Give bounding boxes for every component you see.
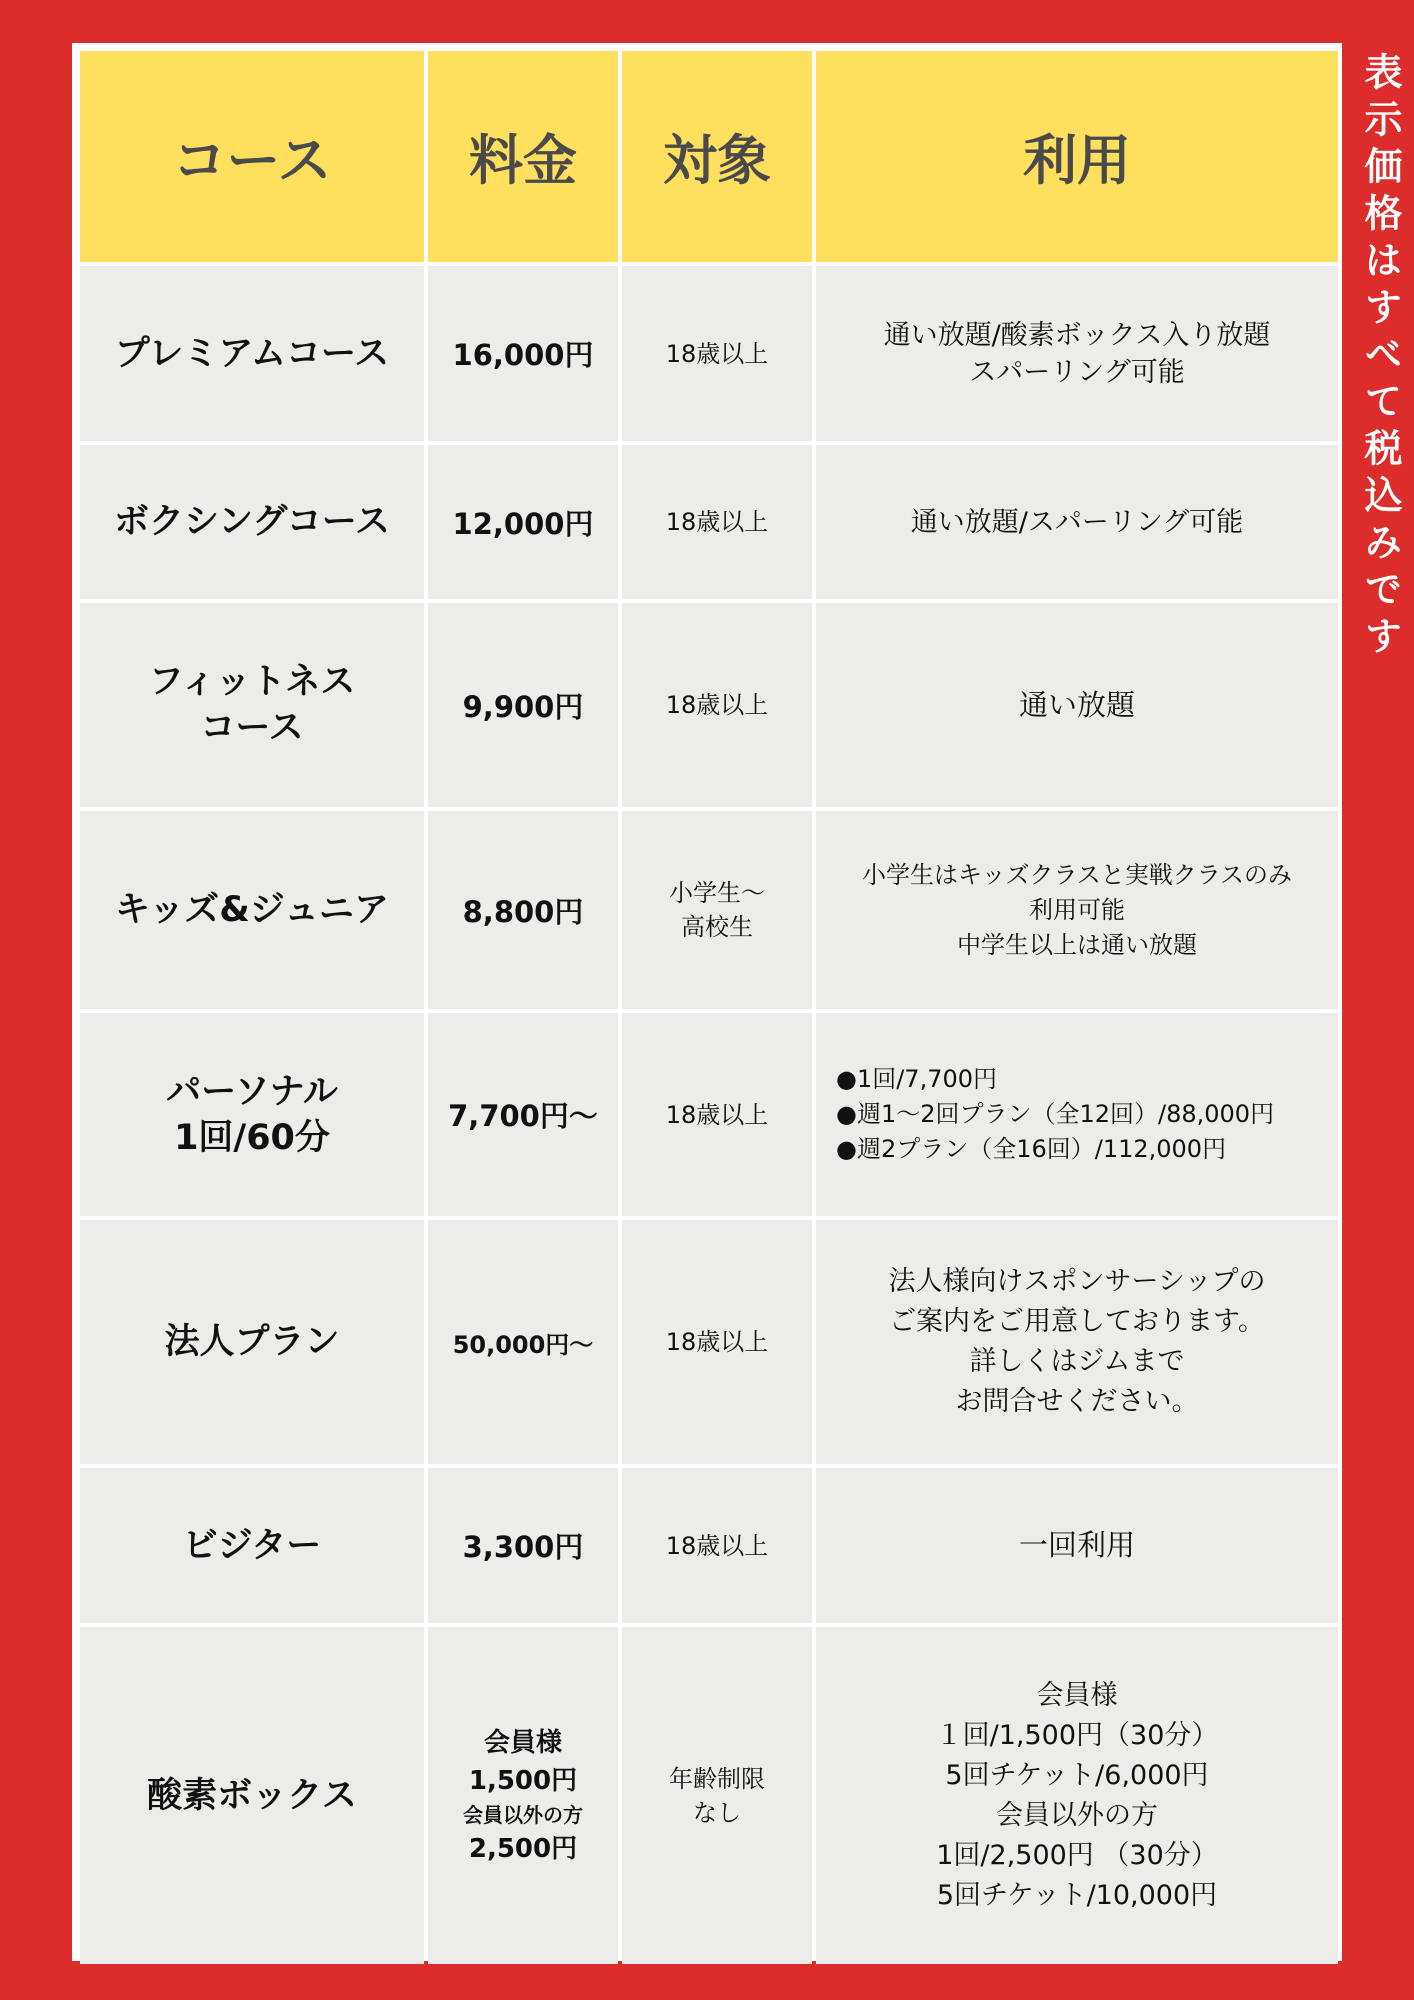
- price-premium: 16,000円: [428, 266, 618, 441]
- course-visitor: ビジター: [80, 1468, 424, 1623]
- price-visitor: 3,300円: [428, 1468, 618, 1623]
- tax-included-note: 表示価格はすべて税込みです: [1358, 52, 1402, 663]
- target-visitor: 18歳以上: [622, 1468, 812, 1623]
- usage-oxygen-box: 会員様 １回/1,500円（30分） 5回チケット/6,000円 会員以外の方 1回/2,500円 （30分） 5回チケット/10,000円: [816, 1627, 1338, 1964]
- price-personal: 7,700円〜: [428, 1013, 618, 1216]
- header-price: 料金: [428, 51, 618, 262]
- price-fitness: 9,900円: [428, 603, 618, 807]
- target-corporate: 18歳以上: [622, 1220, 812, 1464]
- price-oxygen-box-lines: [463, 1724, 583, 1868]
- course-premium: プレミアムコース: [80, 266, 424, 441]
- price-boxing: 12,000円: [428, 445, 618, 599]
- course-boxing: ボクシングコース: [80, 445, 424, 599]
- price-oxygen-nonmember-value: 2,500円: [468, 1833, 578, 1864]
- usage-fitness: 通い放題: [816, 603, 1338, 807]
- price-oxygen-member-label: 会員様: [483, 1727, 562, 1758]
- usage-visitor: 一回利用: [816, 1468, 1338, 1623]
- course-oxygen-box: 酸素ボックス: [80, 1627, 424, 1964]
- price-oxygen-nonmember-label: 会員以外の方: [463, 1802, 583, 1827]
- price-table-panel: [72, 43, 1342, 1961]
- course-corporate: 法人プラン: [80, 1220, 424, 1464]
- target-fitness: 18歳以上: [622, 603, 812, 807]
- price-oxygen-box: [428, 1627, 618, 1964]
- price-kids-junior: 8,800円: [428, 811, 618, 1009]
- usage-boxing: 通い放題/スパーリング可能: [816, 445, 1338, 599]
- price-table: [80, 51, 1334, 1953]
- course-personal: パーソナル 1回/60分: [80, 1013, 424, 1216]
- target-boxing: 18歳以上: [622, 445, 812, 599]
- course-fitness: フィットネス コース: [80, 603, 424, 807]
- target-oxygen-box: 年齢制限 なし: [622, 1627, 812, 1964]
- usage-kids-junior: 小学生はキッズクラスと実戦クラスのみ 利用可能 中学生以上は通い放題: [816, 811, 1338, 1009]
- usage-personal: ●1回/7,700円 ●週1〜2回プラン（全12回）/88,000円 ●週2プラン（全16回）/112,000円: [816, 1013, 1338, 1216]
- course-kids-junior: キッズ&ジュニア: [80, 811, 424, 1009]
- usage-premium: 通い放題/酸素ボックス入り放題 スパーリング可能: [816, 266, 1338, 441]
- price-corporate: 50,000円〜: [428, 1220, 618, 1464]
- price-oxygen-member-value: 1,500円: [468, 1765, 578, 1796]
- target-premium: 18歳以上: [622, 266, 812, 441]
- header-usage: 利用: [816, 51, 1338, 262]
- target-personal: 18歳以上: [622, 1013, 812, 1216]
- usage-corporate: 法人様向けスポンサーシップの ご案内をご用意しております。 詳しくはジムまで お問合せください。: [816, 1220, 1338, 1464]
- header-course: コース: [80, 51, 424, 262]
- target-kids-junior: 小学生〜 高校生: [622, 811, 812, 1009]
- header-target: 対象: [622, 51, 812, 262]
